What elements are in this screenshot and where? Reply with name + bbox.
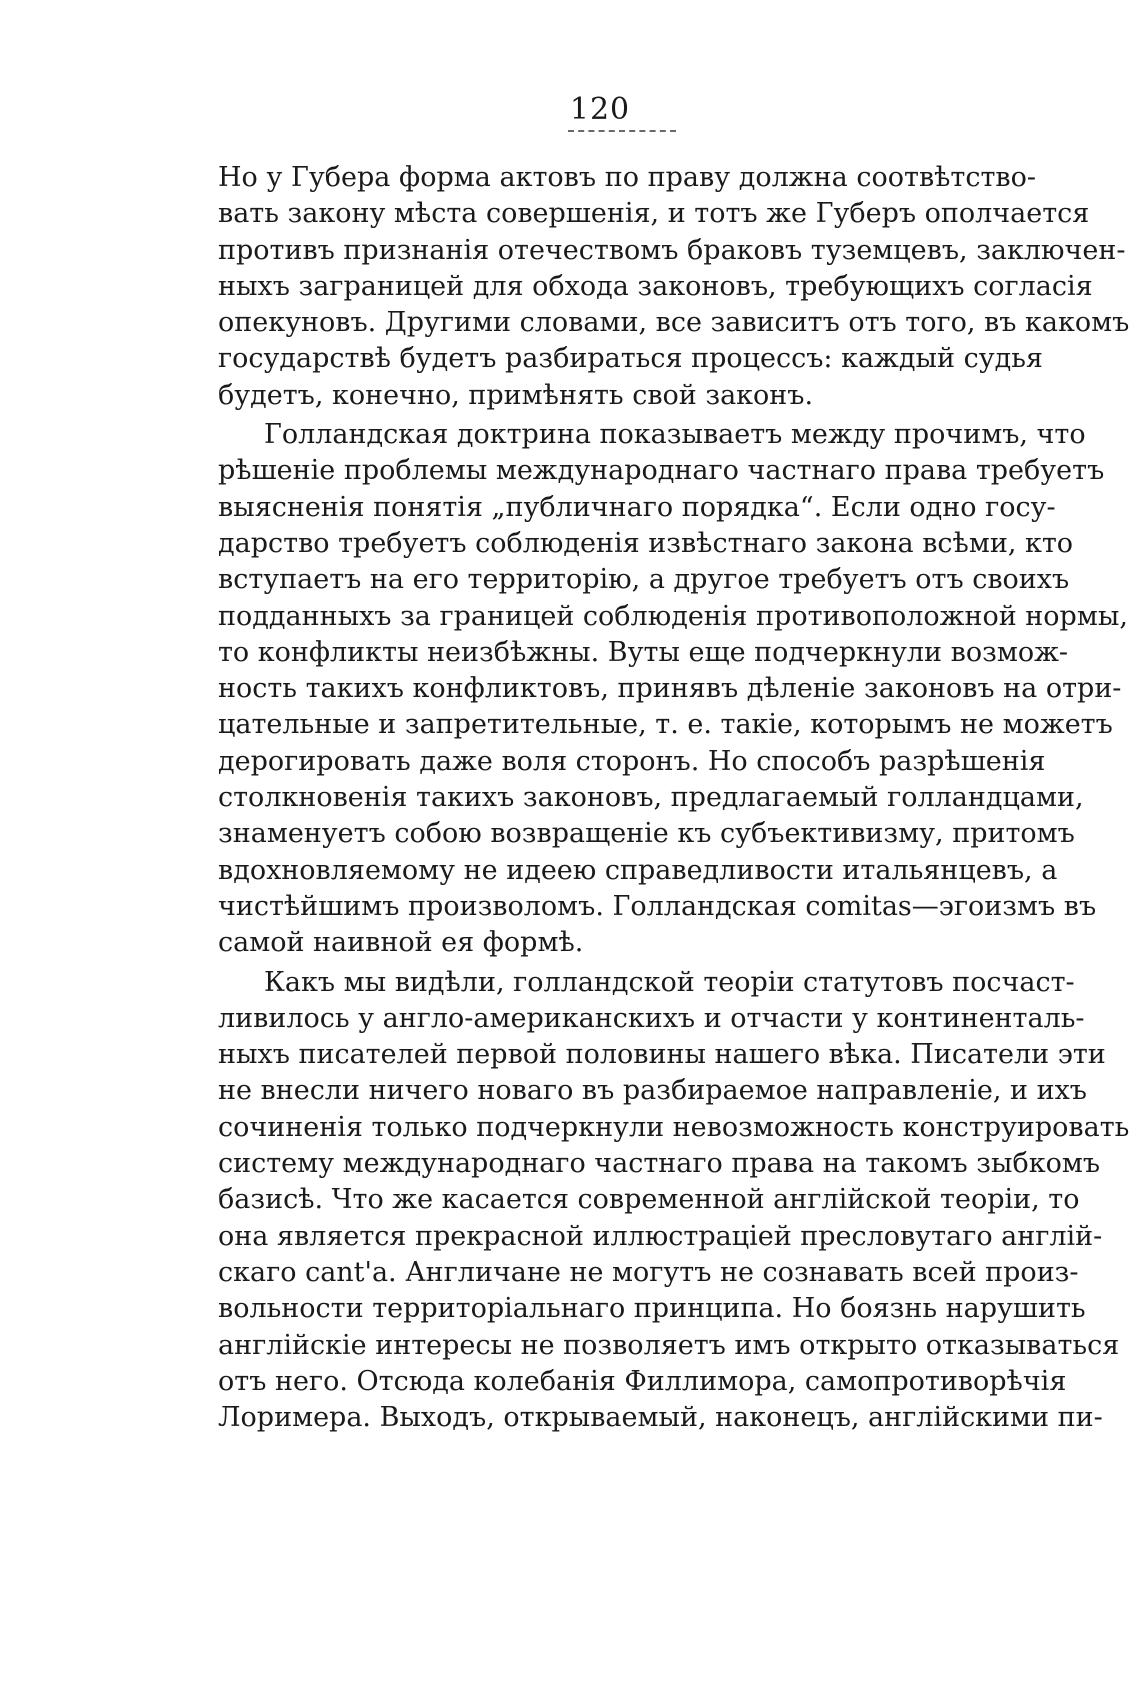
text-line: то конфликты неизбѣжны. Вуты еще подчеркнули возмож- bbox=[218, 636, 1069, 668]
text-line: дарство требуетъ соблюденія извѣстнаго закона всѣми, кто bbox=[218, 527, 1074, 559]
text-line: базисѣ. Что же касается современной англійской теоріи, то bbox=[218, 1184, 1080, 1216]
text-line: систему международнаго частнаго права на такомъ зыбкомъ bbox=[218, 1148, 1101, 1180]
text-line: государствѣ будетъ разбираться процессъ: каждый судья bbox=[218, 343, 1043, 375]
text-line: вдохновляемому не идеею справедливости итальянцевъ, а bbox=[218, 854, 1058, 886]
body-text bbox=[218, 160, 1130, 1436]
header-rule bbox=[568, 130, 676, 132]
text-line: чистѣйшимъ произволомъ. Голландская comitas—эгоизмъ въ bbox=[218, 890, 1097, 922]
text-line: Голландская доктрина показываетъ между прочимъ, что bbox=[264, 419, 1086, 451]
text-line: дерогировать даже воля сторонъ. Но способъ разрѣшенія bbox=[218, 745, 1046, 777]
text-line: вступаетъ на его территорію, а другое требуетъ отъ своихъ bbox=[218, 564, 1070, 596]
text-line: отъ него. Отсюда колебанія Филлимора, самопротиворѣчія bbox=[218, 1365, 1067, 1397]
text-line: Лоримера. Выходъ, открываемый, наконецъ, англійскими пи- bbox=[218, 1402, 1103, 1434]
text-line: скаго cant'а. Англичане не могутъ не сознавать всей произ- bbox=[218, 1256, 1079, 1288]
text-line: опекуновъ. Другими словами, все зависитъ отъ того, въ какомъ bbox=[218, 307, 1130, 339]
text-line: ливилось у англо-американскихъ и отчасти у континенталь- bbox=[218, 1002, 1085, 1034]
paragraph-3 bbox=[218, 965, 1130, 1437]
text-line: вать закону мѣста совершенія, и тотъ же Губеръ ополчается bbox=[218, 198, 1090, 230]
text-line: знаменуетъ собою возвращеніе къ субъективизму, притомъ bbox=[218, 818, 1075, 850]
text-line: англійскіе интересы не позволяетъ имъ открыто отказываться bbox=[218, 1329, 1120, 1361]
text-line: она является прекрасной иллюстраціей пресловутаго англій- bbox=[218, 1220, 1103, 1252]
text-line: будетъ, конечно, примѣнять свой законъ. bbox=[218, 379, 814, 411]
text-line: сочиненія только подчеркнули невозможность конструировать bbox=[218, 1111, 1130, 1143]
text-line: вольности территоріальнаго принципа. Но боязнь нарушить bbox=[218, 1293, 1086, 1325]
text-line: ныхъ писателей первой половины нашего вѣка. Писатели эти bbox=[218, 1039, 1106, 1071]
text-line: подданныхъ за границей соблюденія противоположной нормы, bbox=[218, 600, 1128, 632]
text-line: Какъ мы видѣли, голландской теоріи статутовъ посчаст- bbox=[264, 966, 1075, 998]
text-line: выясненія понятія „публичнаго порядка“. Если одно госу- bbox=[218, 491, 1056, 523]
paragraph-1 bbox=[218, 160, 1130, 414]
text-line: противъ признанія отечествомъ браковъ туземцевъ, заключен- bbox=[218, 234, 1126, 266]
text-line: столкновенія такихъ законовъ, предлагаемый голландцами, bbox=[218, 782, 1084, 814]
text-line: ныхъ заграницей для обхода законовъ, требующихъ согласія bbox=[218, 270, 1093, 302]
text-line: Но у Губера форма актовъ по праву должна соотвѣтство- bbox=[218, 162, 1036, 193]
text-line: самой наивной ея формѣ. bbox=[218, 927, 584, 959]
text-line: рѣшеніе проблемы международнаго частнаго права требуетъ bbox=[218, 455, 1105, 487]
text-line: ность такихъ конфликтовъ, принявъ дѣленіе законовъ на отри- bbox=[218, 673, 1122, 705]
text-line: не внесли ничего новаго въ разбираемое направленіе, и ихъ bbox=[218, 1075, 1087, 1107]
page-number: 120 bbox=[569, 92, 631, 127]
text-line: цательные и запретительные, т. е. такіе, которымъ не можетъ bbox=[218, 709, 1113, 741]
paragraph-2 bbox=[218, 417, 1128, 961]
